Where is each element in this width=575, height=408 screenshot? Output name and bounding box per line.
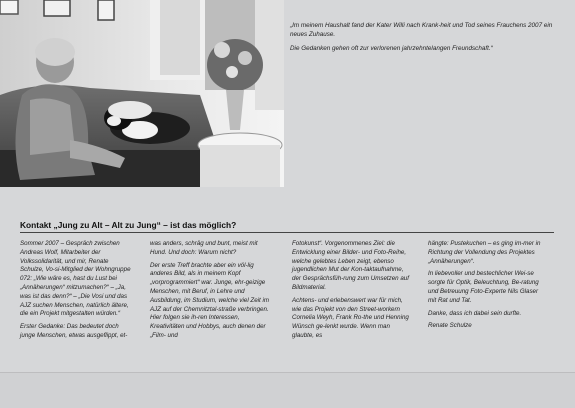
quote-paragraph-1: „Im meinem Haushalt fand der Kater Willi nach Krank-heit und Tod seines Frauchens 2007 ein neues Zuhause. [290,22,553,38]
col4-paragraph-3: Danke, dass ich dabei sein durfte. [428,309,522,317]
article-title: Kontakt „Jung zu Alt – Alt zu Jung“ – ist das möglich? [20,220,237,230]
col1-paragraph-2: Erster Gedanke: Das bedeutet doch junge Menschen, etwas ausgeflippt, et- [20,323,128,339]
title-divider [20,232,554,233]
col2-paragraph-2: Der erste Treff brachte aber ein völ-lig anderes Bild, als in meinem Kopf „vorprogrammiert“ war. Junge, ehr-geizige Menschen, mit Beruf, in Lehre und Ausbildung, im Studium, welche viel Zeit im AJZ auf der Chemnitztal-straße verbringen. Hier folgen sie ih-ren Interessen, Kreativitäten und Hobbys, auch denen der „Film- und [150,261,269,339]
col3-paragraph-1: Fotokunst“. Vorgenommenes Ziel: die Entwicklung einer Bilder- und Foto-Reihe, welche gelebtes Leben zeigt, ebenso jugendlichen Mut der Kon-taktaufnahme, der Gesprächsfüh-rung zum Umsetzen auf Bildmaterial. [292,240,409,291]
article-column-1 [20,240,132,345]
photo-woman-with-cat [0,0,284,187]
col4-paragraph-1: hängte: Pustekuchen – es ging im-mer in Richtung der Vollendung des Projektes „Annäherungen“. [428,240,541,265]
photo-illustration [0,0,284,187]
col3-paragraph-2: Achtens- und erlebenswert war für mich, wie das Projekt von den Street-workern Cornelia Weyh, Frank Ro-the und Henning Wünsch ge-lenkt wurde. Wenn man glaubte, es [292,296,409,339]
author-signature: Renate Schulze [428,322,472,330]
quote-paragraph-2: Die Gedanken gehen oft zur verlorenen jahrzehntelangen Freundschaft.“ [290,44,493,52]
col1-paragraph-1: Sommer 2007 – Gespräch zwischen Andreas Wolf, Mitarbeiter der Volkssolidarität, und mir, Renate Schulze, Vo-si-Mitglied der Wohngruppe 072: „Wie wäre es, hast du Lust bei „Annäherungen“ mitzumachen?“ – „Ja, was ist das denn?“ – „Die Vosi und das AJZ suchen Menschen, natürlich ältere, die ein Projekt mitgestalten würden.“ [20,240,131,318]
article-column-3 [292,240,410,345]
photo-caption-quote [290,22,560,58]
col2-paragraph-1: was anders, schräg und bunt, meist mit Hund. Und doch: Warum nicht? [150,240,258,256]
article-column-4 [428,240,548,335]
col4-paragraph-2: In liebevoller und bestechlicher Wei-se sorgte für Optik, Beleuchtung, Be-ratung und Betreuung Foto-Experte Nils Glaser mit Rat und Tat. [428,270,539,304]
footer-band [0,372,575,408]
article-column-2 [150,240,270,345]
